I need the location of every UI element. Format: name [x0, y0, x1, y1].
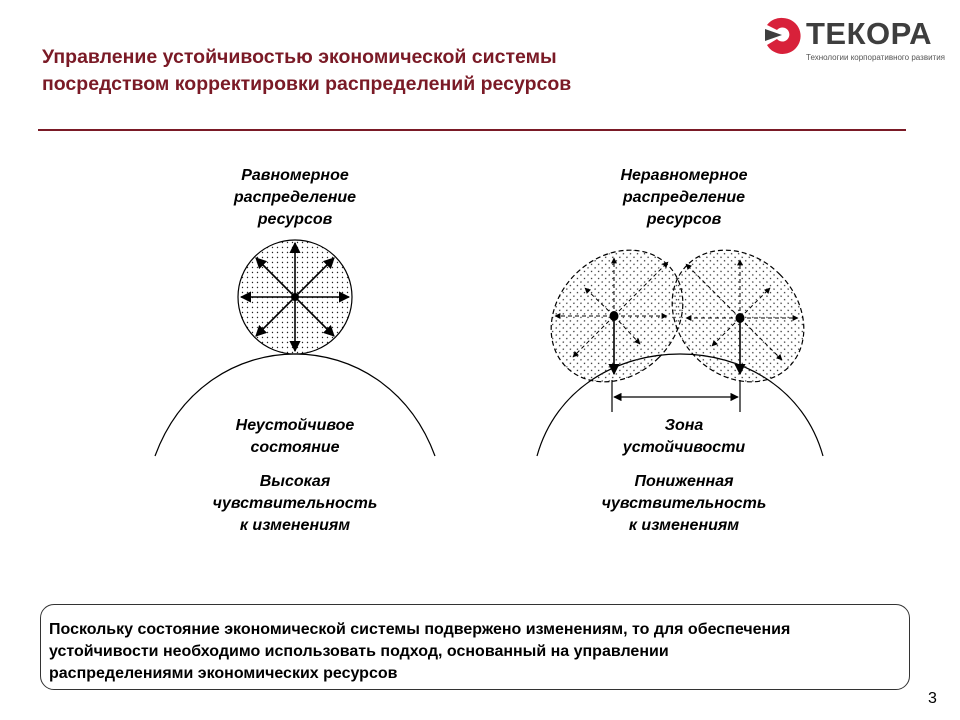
- right-heading-line-2: распределение: [622, 189, 746, 206]
- right-heading-line-3: ресурсов: [646, 211, 722, 228]
- left-heading-line-1: Равномерное: [241, 167, 349, 184]
- title-line-2: посредством корректировки распределений ресурсов: [42, 73, 572, 95]
- right-center-point-2: [736, 313, 745, 323]
- note-line-1: Поскольку состояние экономической системы подвержено изменениям, то для обеспечения: [49, 621, 791, 638]
- left-heading: [190, 165, 400, 231]
- right-heading: [574, 165, 794, 231]
- stability-zone-label: [584, 415, 784, 459]
- right-sensitivity-line-3: к изменениям: [628, 517, 740, 534]
- left-sensitivity-line-3: к изменениям: [239, 517, 351, 534]
- left-state-line-1: Неустойчивое: [235, 417, 355, 434]
- zone-line-2: устойчивости: [622, 439, 746, 456]
- left-heading-line-2: распределение: [233, 189, 357, 206]
- right-sensitivity-line-1: Пониженная: [634, 473, 734, 490]
- note-line-3: распределениями экономических ресурсов: [49, 665, 398, 682]
- right-center-point-1: [610, 311, 619, 321]
- page-number: 3: [928, 690, 937, 707]
- stability-zone-marker: [612, 380, 740, 412]
- title-line-1: Управление устойчивостью экономической системы: [42, 46, 557, 68]
- left-sensitivity-line-2: чувствительность: [212, 495, 378, 512]
- right-heading-line-1: Неравномерное: [620, 167, 748, 184]
- left-center-point: [291, 293, 299, 301]
- conclusion-box: [40, 604, 910, 690]
- logo-subtitle: Технологии корпоративного развития: [806, 53, 946, 62]
- left-state-label: [190, 415, 400, 459]
- logo-name: ТЕКОРА: [806, 16, 932, 51]
- zone-line-1: Зона: [664, 417, 704, 434]
- left-sensitivity-label: [180, 471, 410, 537]
- right-sensitivity-line-2: чувствительность: [601, 495, 767, 512]
- left-state-line-2: состояние: [250, 439, 340, 456]
- right-sensitivity-label: [569, 471, 799, 537]
- left-heading-line-3: ресурсов: [257, 211, 333, 228]
- note-line-2: устойчивости необходимо использовать подход, основанный на управлении: [49, 643, 669, 660]
- left-sensitivity-line-1: Высокая: [259, 473, 331, 490]
